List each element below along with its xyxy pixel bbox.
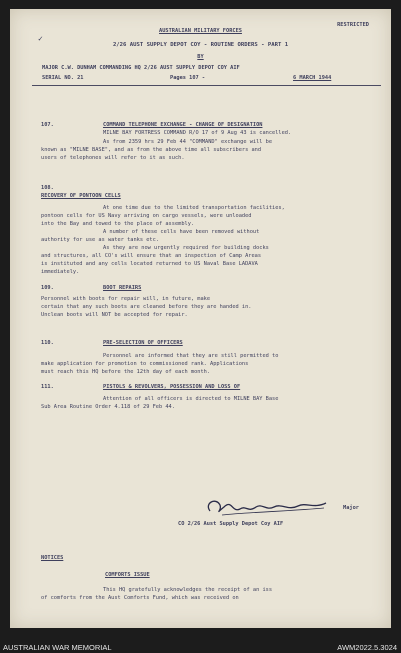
document-page bbox=[10, 9, 391, 628]
item-line: At one time due to the limited transportation facilities, bbox=[103, 205, 285, 211]
signature bbox=[202, 493, 332, 521]
item-line: Unclean boots will NOT be accepted for repair. bbox=[41, 312, 188, 318]
notices-subheading: COMFORTS ISSUE bbox=[105, 572, 150, 578]
item-line: MILNE BAY FORTRESS COMMAND R/O 17 of 9 Aug 43 is cancelled. bbox=[103, 130, 292, 136]
organisation-heading: AUSTRALIAN MILITARY FORCES bbox=[159, 28, 242, 34]
item-heading: PRE-SELECTION OF OFFICERS bbox=[103, 340, 183, 346]
item-line: Personnel are informed that they are still permitted to bbox=[103, 353, 279, 359]
item-line: As they are now urgently required for building docks bbox=[103, 245, 269, 251]
item-line: certain that any such boots are cleaned before they are handed in. bbox=[41, 304, 252, 310]
item-heading: PISTOLS & REVOLVERS, POSSESSION AND LOSS OF bbox=[103, 384, 241, 390]
item-number: 107. bbox=[41, 122, 54, 128]
by-line: BY bbox=[197, 54, 204, 60]
item-line: users of telephones will refer to it as such. bbox=[41, 155, 185, 161]
item-number: 110. bbox=[41, 340, 54, 346]
restricted-marking: RESTRICTED bbox=[337, 22, 369, 28]
tick-mark: ✓ bbox=[38, 34, 43, 43]
item-line: immediately. bbox=[41, 269, 80, 275]
item-line: into the Bay and towed to the place of assembly. bbox=[41, 221, 195, 227]
item-line: A number of these cells have been removed without bbox=[103, 229, 260, 235]
signatory-appointment: CO 2/26 Aust Supply Depot Coy AIF bbox=[178, 521, 284, 527]
item-number: 109. bbox=[41, 285, 54, 291]
document-title: 2/26 AUST SUPPLY DEPOT COY - ROUTINE ORDERS - PART 1 bbox=[112, 42, 289, 48]
commander-line: MAJOR C.W. DUNHAM COMMANDING HQ 2/26 AUST SUPPLY DEPOT COY AIF bbox=[42, 65, 240, 71]
item-line: and structures, all CO's will ensure that an inspection of Camp Areas bbox=[41, 253, 262, 259]
item-line: make application for promotion to commissioned rank. Applications bbox=[41, 361, 249, 367]
notice-line: of comforts from the Aust Comforts Fund, which was received on bbox=[41, 595, 239, 601]
pages-range: Pages 107 - bbox=[170, 75, 206, 81]
notices-heading: NOTICES bbox=[41, 555, 64, 561]
item-line: must reach this HQ before the 12th day of each month. bbox=[41, 369, 211, 375]
item-number: 108. bbox=[41, 185, 54, 191]
notice-line: This HQ gratefully acknowledges the receipt of an iss bbox=[103, 587, 273, 593]
item-line: is instituted and any cells located returned to US Naval Base LADAVA bbox=[41, 261, 258, 267]
item-heading: COMMAND TELEPHONE EXCHANGE - CHANGE OF DESIGNATION bbox=[103, 122, 263, 128]
signatory-rank: Major bbox=[343, 505, 359, 511]
item-line: As from 2359 hrs 29 Feb 44 "COMMAND" exchange will be bbox=[103, 139, 273, 145]
document-date: 6 MARCH 1944 bbox=[293, 75, 332, 81]
footer-accession-number: AWM2022.5.3024 bbox=[337, 643, 397, 652]
item-number: 111. bbox=[41, 384, 54, 390]
item-line: pontoon cells for US Navy arriving on cargo vessels, were unloaded bbox=[41, 213, 252, 219]
header-rule bbox=[32, 85, 381, 86]
item-heading: RECOVERY OF PONTOON CELLS bbox=[41, 193, 121, 199]
item-line: Sub Area Routine Order 4.118 of 29 Feb 44. bbox=[41, 404, 175, 410]
item-line: Personnel with boots for repair will, in future, make bbox=[41, 296, 211, 302]
item-line: known as "MILNE BASE", and as from the above time all subscribers and bbox=[41, 147, 262, 153]
serial-number: SERIAL NO. 21 bbox=[42, 75, 84, 81]
item-line: authority for use as water tanks etc. bbox=[41, 237, 159, 243]
footer-institution: AUSTRALIAN WAR MEMORIAL bbox=[3, 643, 112, 652]
item-line: Attention of all officers is directed to MILNE BAY Base bbox=[103, 396, 279, 402]
item-heading: BOOT REPAIRS bbox=[103, 285, 142, 291]
archive-footer bbox=[0, 640, 401, 653]
